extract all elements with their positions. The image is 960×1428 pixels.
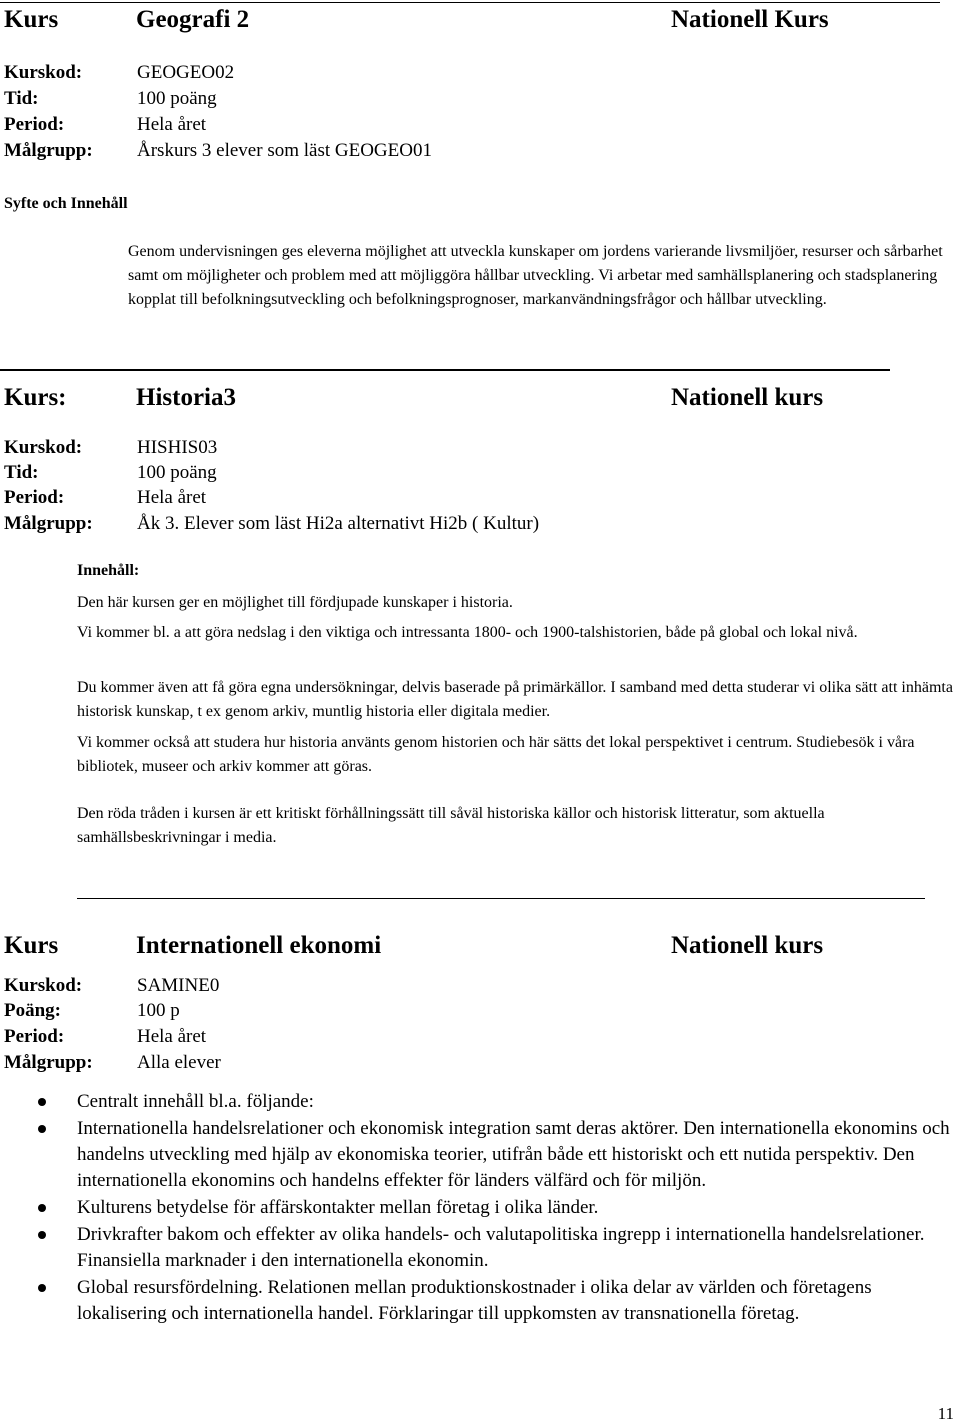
course3-field-value: SAMINE0 [137,975,220,996]
course2-type: Nationell kurs [671,384,824,411]
course1-field-label: Målgrupp: [4,140,93,161]
course1-field-value: GEOGEO02 [137,62,235,83]
course1-type: Nationell Kurs [671,6,829,33]
course1-description: Genom undervisningen ges eleverna möjlighet att utveckla kunskaper om jordens varierande livsmiljöer, resurser och sårbarhet samt om möjligheter och problem med att möjliggöra hållbar utveckling. Vi arbetar med samhällsplanering och stadsplanering kopplat till befolkningsutveckling och befolkningsprognoser, markanvändningsfrågor och hållbar utveckling. [128,243,943,308]
course3-field-label: Period: [4,1026,65,1047]
course1-field-value: 100 poäng [137,88,217,109]
course2-paragraph: Den här kursen ger en möjlighet till fördjupade kunskaper i historia. [77,594,513,611]
list-item: Internationella handelsrelationer och ekonomisk integration samt deras aktörer. Den internationella ekonomins och handelns utveckling med hjälp av ekonomiska teorier, utifrån både ett historiskt och ett nutida perspektiv. Den internationella ekonomins och handelns effekter för länders välfärd och för miljön. [0,1116,956,1194]
course1-title: Geografi 2 [136,6,250,33]
course3-field-value: 100 p [137,1000,180,1021]
course2-kurs-label: Kurs: [4,384,67,411]
course3-field-label: Målgrupp: [4,1052,93,1073]
course3-title: Internationell ekonomi [136,932,382,959]
course2-field-value: Åk 3. Elever som läst Hi2a alternativt Hi2b ( Kultur) [137,513,540,534]
course3-field-value: Alla elever [137,1052,221,1073]
course1-field-value: Årskurs 3 elever som läst GEOGEO01 [137,140,432,161]
bullet-icon [38,1284,46,1292]
course2-field-value: 100 poäng [137,462,217,483]
course1-field-label: Tid: [4,88,39,109]
course1-kurs-label: Kurs [4,6,59,33]
course2-field-value: HISHIS03 [137,437,218,458]
course2-paragraph: Vi kommer också att studera hur historia använts genom historien och här sätts det lokal perspektivet i centrum. Studiebesök i våra bibliotek, museer och arkiv kommer att göras. [77,734,915,775]
course3-kurs-label: Kurs [4,932,59,959]
course2-paragraph: Du kommer även att få göra egna undersökningar, delvis baserade på primärkällor. I samband med detta studerar vi olika sätt att inhämta historisk kunskap, t ex genom arkiv, muntlig historia eller digitala medier. [77,679,953,720]
course1-field-value: Hela året [137,114,207,135]
course2-paragraph: Vi kommer bl. a att göra nedslag i den viktiga och intressanta 1800- och 1900-talshistorien, både på global och lokal nivå. [77,624,858,641]
list-item: Drivkrafter bakom och effekter av olika handels- och valutapolitiska ingrepp i internationella handelsrelationer. Finansiella marknader i den internationella ekonomin. [0,1222,956,1274]
course3-field-label: Poäng: [4,1000,61,1021]
bullet-icon [38,1098,46,1106]
course2-field-label: Period: [4,487,65,508]
section-divider [0,369,890,371]
list-item: Centralt innehåll bl.a. följande: [0,1089,956,1115]
course2-field-label: Tid: [4,462,39,483]
course3-field-label: Kurskod: [4,975,83,996]
course2-paragraph: Den röda tråden i kursen är ett kritiskt förhållningssätt till såväl historiska källor och historisk litteratur, som aktuella samhällsbeskrivningar i media. [77,805,825,846]
course1-field-label: Kurskod: [4,62,83,83]
course2-field-label: Kurskod: [4,437,83,458]
course3-type: Nationell kurs [671,932,824,959]
list-item: Global resursfördelning. Relationen mellan produktionskostnader i olika delar av världen och företagens lokalisering och internationella handel. Förklaringar till uppkomsten av transnationella företag. [0,1275,956,1327]
top-divider [0,2,940,3]
bullet-icon [38,1231,46,1239]
course2-field-value: Hela året [137,487,207,508]
bullet-icon [38,1125,46,1133]
course3-content-list [0,1089,956,1328]
bullet-icon [38,1204,46,1212]
course2-title: Historia3 [136,384,236,411]
list-item: Kulturens betydelse för affärskontakter mellan företag i olika länder. [0,1195,956,1221]
course1-section-title: Syfte och Innehåll [4,195,128,212]
section-divider [77,898,925,899]
course1-field-label: Period: [4,114,65,135]
page-number: 11 [937,1404,954,1423]
course2-section-title: Innehåll: [77,562,140,579]
course3-field-value: Hela året [137,1026,207,1047]
course2-field-label: Målgrupp: [4,513,93,534]
